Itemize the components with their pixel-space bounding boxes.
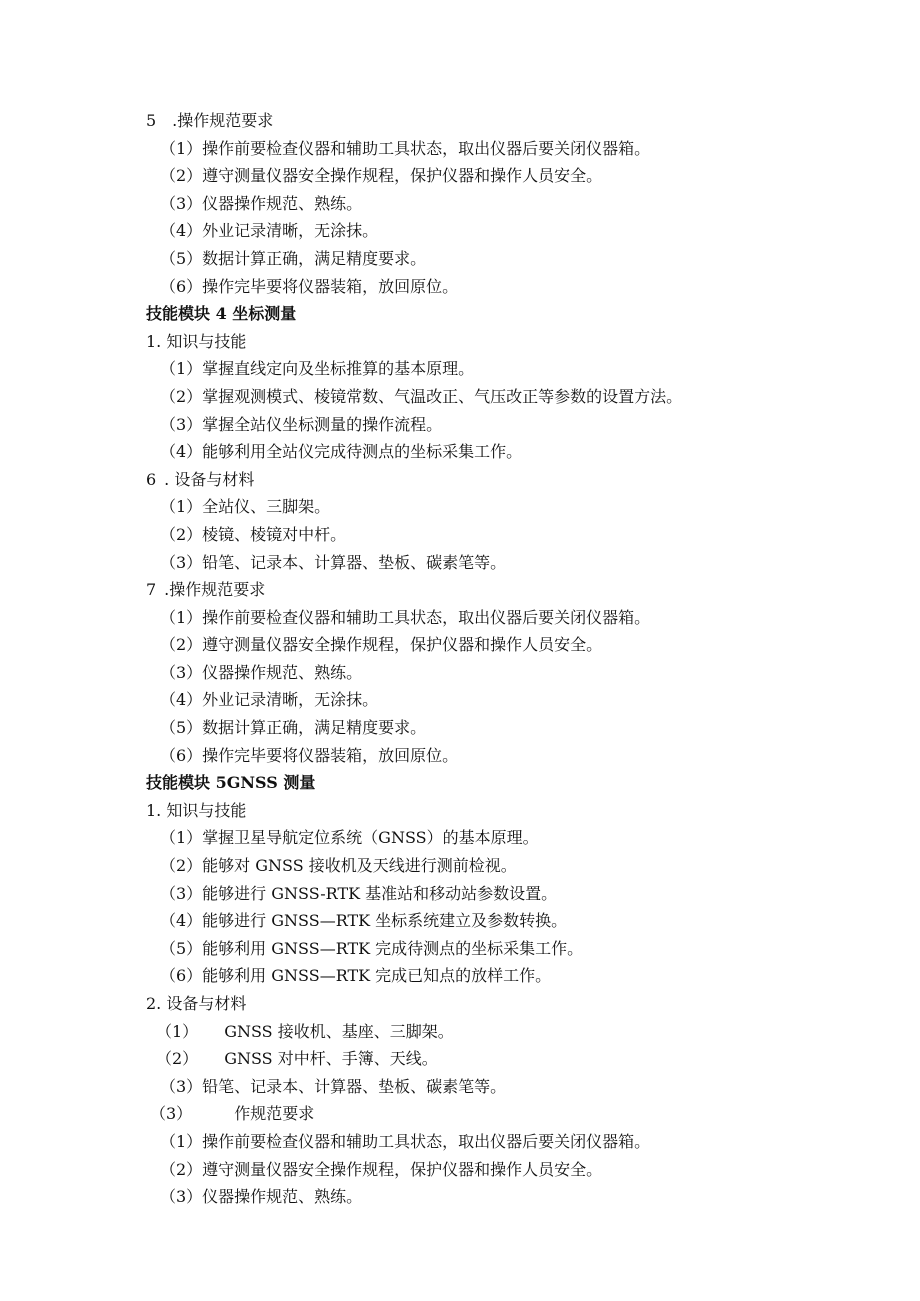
list-item: （2）遵守测量仪器安全操作规程，保护仪器和操作人员安全。	[160, 166, 603, 186]
list-item-text: GNSS 接收机、基座、三脚架。	[224, 1021, 454, 1041]
list-item	[0, 1018, 920, 1046]
document-page	[0, 107, 920, 1211]
section-title: 1. 知识与技能	[146, 331, 247, 351]
list-item: （1）掌握直线定向及坐标推算的基本原理。	[160, 359, 475, 379]
list-item: （1）掌握卫星导航定位系统（GNSS）的基本原理。	[160, 828, 539, 848]
list-item: （1）全站仪、三脚架。	[160, 497, 331, 517]
list-item: （3）掌握全站仪坐标测量的操作流程。	[160, 414, 443, 434]
module-heading: 技能模块 5GNSS 测量	[146, 773, 316, 793]
section-title: 2. 设备与材料	[146, 994, 247, 1013]
list-item: （2）棱镜、棱镜对中杆。	[160, 524, 347, 544]
list-item: （2）掌握观测模式、棱镜常数、气温改正、气压改正等参数的设置方法。	[160, 386, 683, 406]
section-title: 1. 知识与技能	[146, 800, 247, 820]
list-item: （2）遵守测量仪器安全操作规程，保护仪器和操作人员安全。	[160, 635, 603, 655]
list-item-text: 作规范要求	[234, 1104, 315, 1124]
list-item: （5）数据计算正确，满足精度要求。	[160, 718, 427, 738]
list-item-label: （3）	[150, 1104, 193, 1124]
section-title: 5 .操作规范要求	[146, 111, 274, 130]
list-item: （3）铅笔、记录本、计算器、垫板、碳素笔等。	[160, 552, 507, 572]
list-item: （4）外业记录清晰，无涂抹。	[160, 221, 379, 241]
module-heading: 技能模块 4 坐标测量	[146, 304, 297, 324]
list-item: （3）仪器操作规范、熟练。	[160, 1187, 363, 1207]
list-item: （1）操作前要检查仪器和辅助工具状态，取出仪器后要关闭仪器箱。	[160, 607, 651, 627]
list-item: （6）操作完毕要将仪器装箱，放回原位。	[160, 745, 459, 765]
list-item: （2）遵守测量仪器安全操作规程，保护仪器和操作人员安全。	[160, 1159, 603, 1179]
section-title: 6 . 设备与材料	[146, 469, 255, 489]
list-item: （3）铅笔、记录本、计算器、垫板、碳素笔等。	[160, 1076, 507, 1096]
list-item: （1）操作前要检查仪器和辅助工具状态，取出仪器后要关闭仪器箱。	[160, 138, 651, 158]
section-title: 7 .操作规范要求	[146, 580, 266, 600]
list-item: （3）仪器操作规范、熟练。	[160, 662, 363, 682]
list-item-text: GNSS 对中杆、手簿、天线。	[224, 1049, 438, 1069]
list-item: （1）操作前要检查仪器和辅助工具状态，取出仪器后要关闭仪器箱。	[160, 1131, 651, 1151]
list-item: （4）能够进行 GNSS—RTK 坐标系统建立及参数转换。	[160, 911, 568, 931]
list-item: （6）操作完毕要将仪器装箱，放回原位。	[160, 276, 459, 296]
list-item	[0, 1100, 920, 1128]
list-item: （2）能够对 GNSS 接收机及天线进行测前检视。	[160, 856, 517, 876]
list-item-label: （2）	[156, 1049, 199, 1069]
list-item: （3）仪器操作规范、熟练。	[160, 193, 363, 213]
list-item: （4）外业记录清晰，无涂抹。	[160, 690, 379, 710]
list-item: （5）数据计算正确，满足精度要求。	[160, 248, 427, 268]
list-item-label: （1）	[156, 1021, 199, 1041]
list-item: （3）能够进行 GNSS-RTK 基准站和移动站参数设置。	[160, 883, 558, 903]
list-item: （5）能够利用 GNSS—RTK 完成待测点的坐标采集工作。	[160, 938, 584, 958]
list-item: （6）能够利用 GNSS—RTK 完成已知点的放样工作。	[160, 966, 552, 986]
list-item	[0, 1045, 920, 1073]
list-item: （4）能够利用全站仪完成待测点的坐标采集工作。	[160, 442, 523, 462]
